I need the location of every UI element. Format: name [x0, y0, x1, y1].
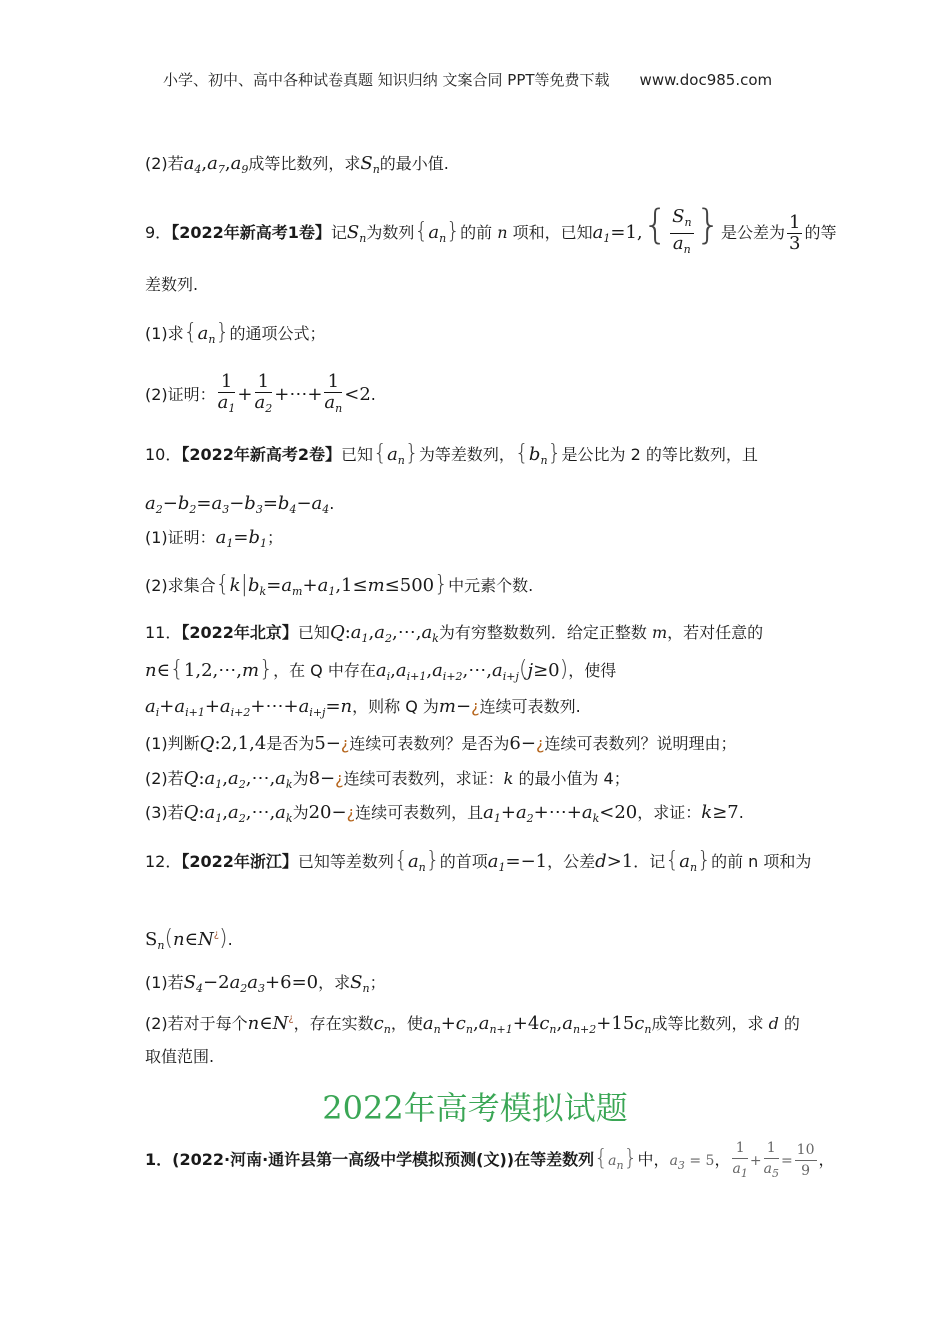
question-12: 12．【2022年浙江】已知等差数列$\{a_n\}$的首项$a_1=-1$，公差d>1．记$\{a_n\}$的前 n 项和为 — [145, 848, 812, 874]
mock-question-1: 1．(2022·河南·通许县第一高级中学模拟预测(文))在等差数列$\{a_n\}$中，$a_3 = 5$， $\frac{1}{a_1}$ + $\frac{1}{a_5}$ = $\frac{10}{9}$ ， — [145, 1139, 835, 1180]
q10-part1: (1)证明：$a_1=b_1$； — [145, 527, 284, 550]
q12-line2: $S_n(n\in N^¿)$. — [145, 926, 233, 952]
section-title: 2022年高考模拟试题 — [322, 1089, 628, 1127]
q8-part2: (2)若$a_4,a_7,a_9$成等比数列，求$S_n$的最小值. — [145, 153, 449, 176]
q12-part1: (1)若$S_4-2a_2a_3+6=0$，求$S_n$； — [145, 972, 386, 995]
q11-line3: $a_i+a_{i+1}+a_{i+2}+\cdots+a_{i+j}=n$，则称 Q 为m−¿连续可表数列. — [145, 696, 581, 719]
q12-part2: (2)若对于每个n∈N¿，存在实数$c_n$，使$a_n+c_n,a_{n+1}+4c_n,a_{n+2}+15c_n$成等比数列，求 d 的 — [145, 1013, 800, 1036]
q9-part2: (2)证明： $\frac{1}{a_1}$ + $\frac{1}{a_2}$ +⋯+ $\frac{1}{a_n}$ <2. — [145, 371, 376, 415]
q11-line2: n∈{1,2,⋯,m}，在 Q 中存在$a_i,a_{i+1},a_{i+2},\cdots,a_{i+j}(j\ge 0)$，使得 — [145, 657, 617, 683]
q10-condition: $a_2-b_2=a_3-b_3=b_4-a_4$. — [145, 493, 335, 516]
q11-part1: (1)判断Q:2,1,4是否为5−¿连续可表数列？是否为6−¿连续可表数列？说明理由； — [145, 733, 737, 754]
q11-part3: (3)若$Q:a_1,a_2,\cdots,a_k$为20−¿连续可表数列，且$a_1+a_2+\cdots+a_k<20$，求证：k≥7. — [145, 802, 744, 825]
q9-part1: (1)求$\{a_n\}$的通项公式； — [145, 320, 326, 346]
question-11: 11．【2022年北京】已知$Q:a_1,a_2,\cdots,a_k$为有穷整数数列．给定正整数 m，若对任意的 — [145, 622, 764, 645]
page-header: 小学、初中、高中各种试卷真题 知识归纳 文案合同 PPT等免费下载 www.doc985.com — [163, 71, 773, 89]
question-9: 9．【2022年新高考1卷】记$S_n$为数列$\{a_n\}$的前 n 项和，已知$a_1=1$,{ $\frac{S_n}{a_n}$ }是公差为 $\frac{1}{3}$ 的等 — [145, 202, 837, 256]
q10-part2: (2)求集合$\{k|b_k=a_m+a_1,1\le m\le 500\}$中元素个数. — [145, 572, 534, 598]
question-10: 10．【2022年新高考2卷】已知$\{a_n\}$为等差数列，$\{b_n\}$是公比为 2 的等比数列，且 — [145, 441, 758, 467]
q9-continued: 差数列. — [145, 275, 199, 294]
q11-part2: (2)若$Q:a_1,a_2,\cdots,a_k$为8−¿连续可表数列，求证：k 的最小值为 4； — [145, 768, 630, 791]
q12-continued: 取值范围. — [145, 1047, 215, 1066]
